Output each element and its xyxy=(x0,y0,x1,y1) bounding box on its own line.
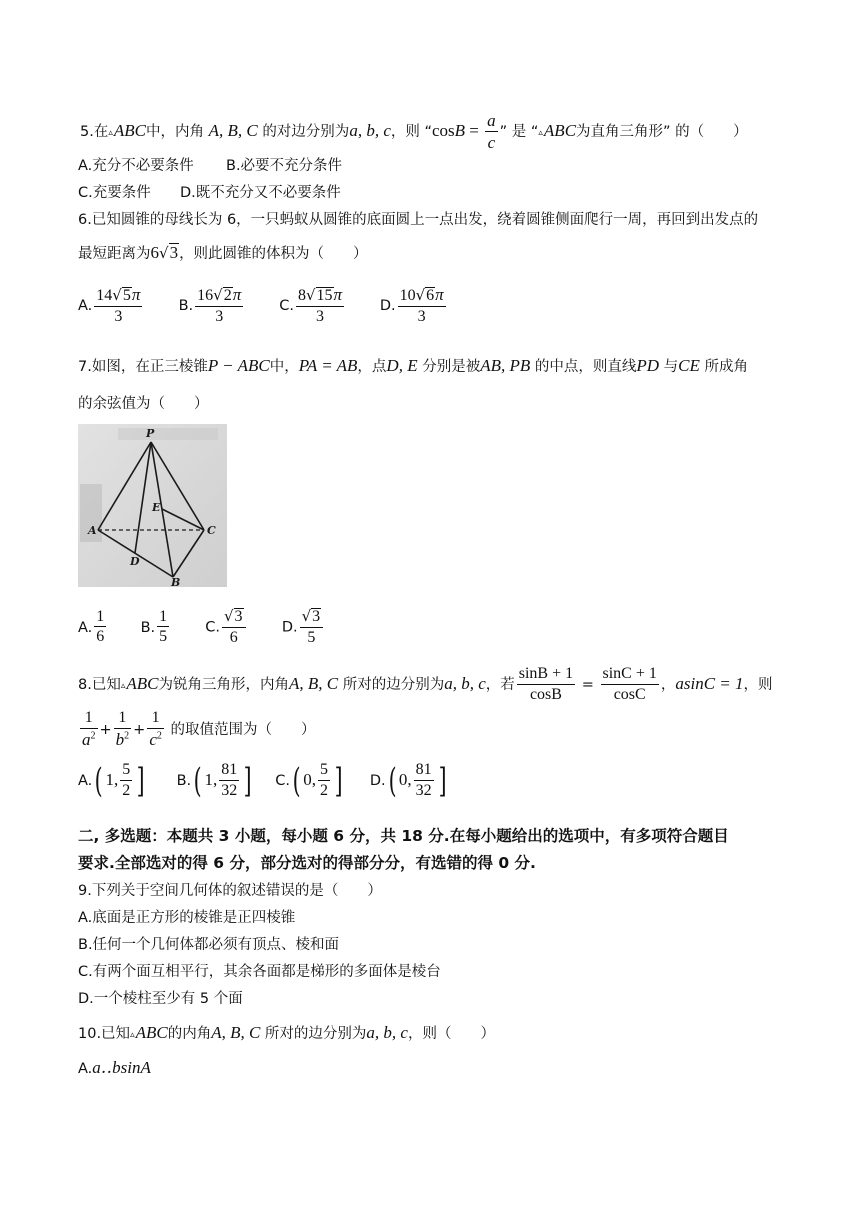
q6-option-a: A. $\frac{14√5\pi}{3}$ xyxy=(78,285,141,325)
pyramid-diagram xyxy=(78,424,227,587)
q5-option-c: C.充要条件 xyxy=(78,185,151,201)
scan-bleed xyxy=(118,428,218,440)
q7-options xyxy=(78,608,354,647)
q6-options xyxy=(78,286,476,326)
q8-options xyxy=(78,762,464,800)
q5-option-b: B.必要不充分条件 xyxy=(226,158,343,174)
q6-option-b: B. $\frac{16√2\pi}{3}$ xyxy=(178,285,242,325)
label-d: D xyxy=(130,555,140,568)
q9-stem: 9.下列关于空间几何体的叙述错误的是（ ） xyxy=(78,883,382,899)
q10-stem: 10.已知▵ABC的内角A, B, C 所对的边分别为a, b, c，则（ ） xyxy=(78,1023,495,1042)
q5-option-d: D.既不充分又不必要条件 xyxy=(180,185,341,201)
q7-option-b: B. $\frac{1}{5}$ xyxy=(140,607,168,646)
q8-option-c: C.( 0, $\frac{5}{2}$ ] xyxy=(275,760,343,801)
q5-fraction: $\frac{a}{c}$ xyxy=(487,111,496,152)
q5-option-a: A.充分不必要条件 xyxy=(78,158,194,174)
q6-stem-line1: 6.已知圆锥的母线长为 6，一只蚂蚁从圆锥的底面圆上一点出发，绕着圆锥侧面爬行一周，再回到出发点的 xyxy=(78,212,759,228)
q6-option-c: C. $\frac{8√15\pi}{3}$ xyxy=(279,285,343,325)
label-a: A xyxy=(88,524,97,537)
section2-heading-line1: 二, 多选题：本题共 3 小题，每小题 6 分，共 18 分.在每小题给出的选项中，有多项符合题目 xyxy=(78,827,729,845)
q10-option-a: A.a‥bsinA xyxy=(78,1058,151,1077)
q9-option-c: C.有两个面互相平行，其余各面都是梯形的多面体是棱台 xyxy=(78,964,441,980)
label-b: B xyxy=(171,576,181,587)
q8-option-a: A.( 1, $\frac{5}{2}$ ] xyxy=(78,760,145,801)
q7-option-a: A. $\frac{1}{6}$ xyxy=(78,607,105,646)
q8-stem-line1: 8.已知▵ABC为锐角三角形，内角A, B, C 所对的边分别为a, b, c，若 $\frac{\sin B + 1}{\cos B}$ = $\frac{\sin C + 1}{\cos C}$ ，asinC = 1，则 xyxy=(78,665,773,703)
q7-option-c: C. $\frac{√3}{6}$ xyxy=(205,608,277,647)
q9-option-b: B.任何一个几何体都必须有顶点、棱和面 xyxy=(78,937,340,953)
label-p: P xyxy=(146,427,155,440)
section2-heading-line2: 要求.全部选对的得 6 分，部分选对的得部分分，有选错的得 0 分. xyxy=(78,854,536,872)
q8-stem-line2: $\frac{1}{a^2}$ + $\frac{1}{b^2}$ + $\frac{1}{c^2}$ 的取值范围为（ ） xyxy=(82,709,316,749)
q6-option-d: D. $\frac{10√6\pi}{3}$ xyxy=(379,285,444,325)
q9-option-d: D.一个棱柱至少有 5 个面 xyxy=(78,991,243,1007)
pyramid-figure xyxy=(78,424,227,587)
q7-option-d: D. $\frac{√3}{5}$ xyxy=(282,608,354,647)
q6-stem-line2: 最短距离为6√3，则此圆锥的体积为（ ） xyxy=(78,243,368,262)
q5-stem: 5.在▵ABC中，内角 A, B, C 的对边分别为a, b, c，则 “cosB = $\frac{a}{c}$ ” 是 “▵ABC为直角三角形” 的（ ） xyxy=(80,111,748,152)
q7-stem-line2: 的余弦值为（ ） xyxy=(78,396,209,412)
q7-stem-line1: 7.如图，在正三棱锥P − ABC中，PA = AB，点D, E 分别是被AB, PB 的中点，则直线PD 与CE 所成角 xyxy=(78,356,748,375)
q8-option-b: B.( 1, $\frac{81}{32}$ ] xyxy=(176,760,252,801)
q8-option-d: D.( 0, $\frac{81}{32}$ ] xyxy=(369,760,447,801)
label-c: C xyxy=(207,524,216,537)
q9-option-a: A.底面是正方形的棱锥是正四棱锥 xyxy=(78,910,296,926)
label-e: E xyxy=(152,501,161,514)
